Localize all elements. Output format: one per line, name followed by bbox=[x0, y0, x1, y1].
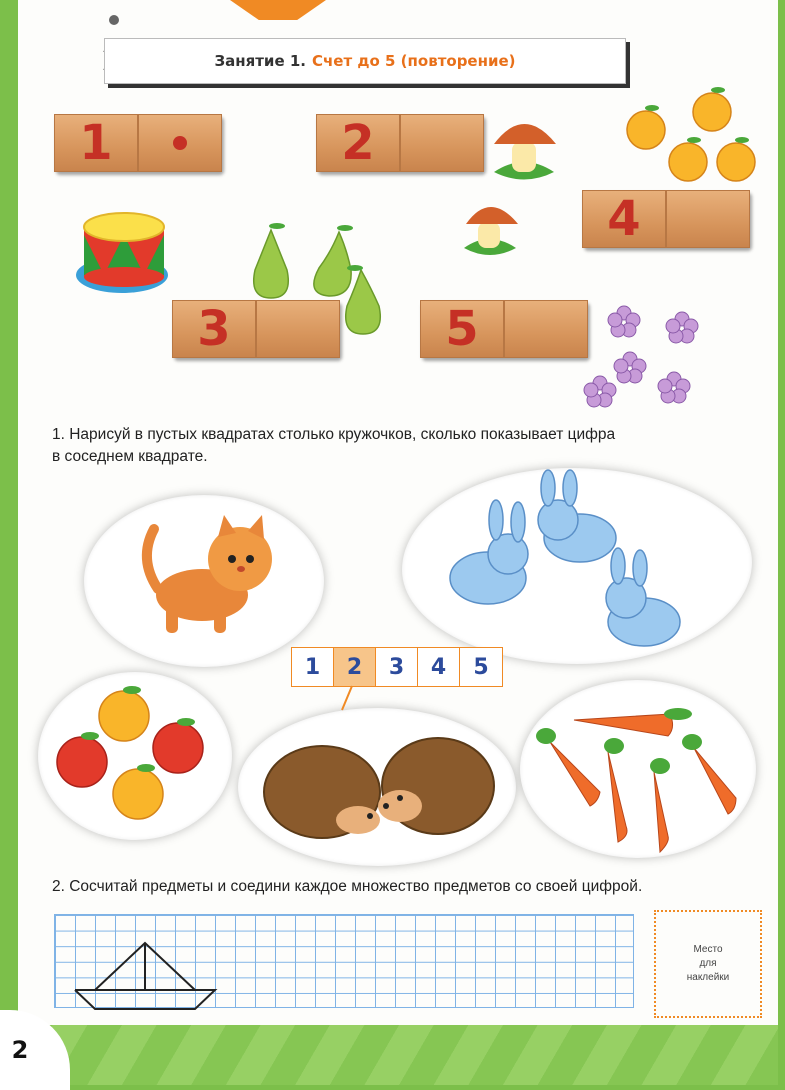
hedgehogs-set[interactable] bbox=[238, 708, 516, 866]
pears-icon bbox=[245, 218, 405, 338]
paper-boat-icon bbox=[75, 935, 225, 1007]
domino-empty-cell[interactable] bbox=[400, 114, 484, 172]
task1-line1: 1. Нарисуй в пустых квадратах столько кружочков, сколько показывает цифра bbox=[52, 426, 616, 443]
domino-number: 3 bbox=[172, 300, 256, 358]
green-bottom-border bbox=[18, 1025, 778, 1085]
domino-number: 5 bbox=[420, 300, 504, 358]
orange-tab-decoration bbox=[230, 0, 326, 20]
domino-number: 1 bbox=[54, 114, 138, 172]
rabbits-icon bbox=[430, 472, 730, 652]
flowers-icon bbox=[582, 302, 712, 412]
sticker-line1: Место bbox=[693, 944, 723, 955]
mushroom-icon bbox=[490, 112, 560, 197]
page-number: 2 bbox=[0, 1010, 70, 1090]
kitten-set[interactable] bbox=[84, 495, 324, 667]
number-bar-item[interactable]: 5 bbox=[473, 654, 489, 680]
domino-4 bbox=[582, 190, 750, 248]
number-bar-item-highlighted[interactable]: 2 bbox=[334, 648, 376, 686]
lesson-title bbox=[104, 38, 626, 84]
domino-empty-cell[interactable] bbox=[666, 190, 750, 248]
domino-1 bbox=[54, 114, 222, 172]
lesson-topic: Счет до 5 (повторение) bbox=[311, 52, 516, 70]
yellow-apples-icon bbox=[620, 82, 760, 190]
number-bar bbox=[291, 647, 503, 687]
task1-instruction bbox=[52, 424, 615, 468]
apples-set[interactable] bbox=[38, 672, 232, 840]
domino-number: 4 bbox=[582, 190, 666, 248]
lesson-label: Занятие 1. bbox=[214, 52, 306, 70]
number-bar-item[interactable]: 4 bbox=[418, 648, 460, 686]
number-bar-item[interactable]: 3 bbox=[376, 648, 418, 686]
sticker-line3: наклейки bbox=[686, 972, 730, 983]
domino-number: 2 bbox=[316, 114, 400, 172]
apples-icon bbox=[54, 682, 218, 830]
sticker-placeholder[interactable] bbox=[654, 910, 762, 1018]
drawing-grid[interactable] bbox=[54, 914, 634, 1008]
dot-icon bbox=[173, 136, 187, 150]
kitten-icon bbox=[144, 509, 284, 639]
drum-icon bbox=[76, 205, 176, 300]
domino-2 bbox=[316, 114, 484, 172]
number-bar-item[interactable]: 1 bbox=[292, 648, 334, 686]
domino-5 bbox=[420, 300, 588, 358]
task1-line2: в соседнем квадрате. bbox=[52, 448, 208, 465]
connector-line bbox=[336, 686, 360, 712]
sticker-line2: для bbox=[699, 958, 717, 969]
carrots-set[interactable] bbox=[520, 680, 756, 858]
domino-empty-cell[interactable] bbox=[504, 300, 588, 358]
hedgehogs-icon bbox=[262, 726, 498, 850]
domino-dot-cell[interactable] bbox=[138, 114, 222, 172]
carrots-icon bbox=[530, 692, 750, 850]
mushroom-icon bbox=[460, 198, 522, 268]
rabbits-set[interactable] bbox=[402, 468, 752, 664]
task2-instruction: 2. Сосчитай предметы и соедини каждое множество предметов со своей цифрой. bbox=[52, 878, 643, 895]
